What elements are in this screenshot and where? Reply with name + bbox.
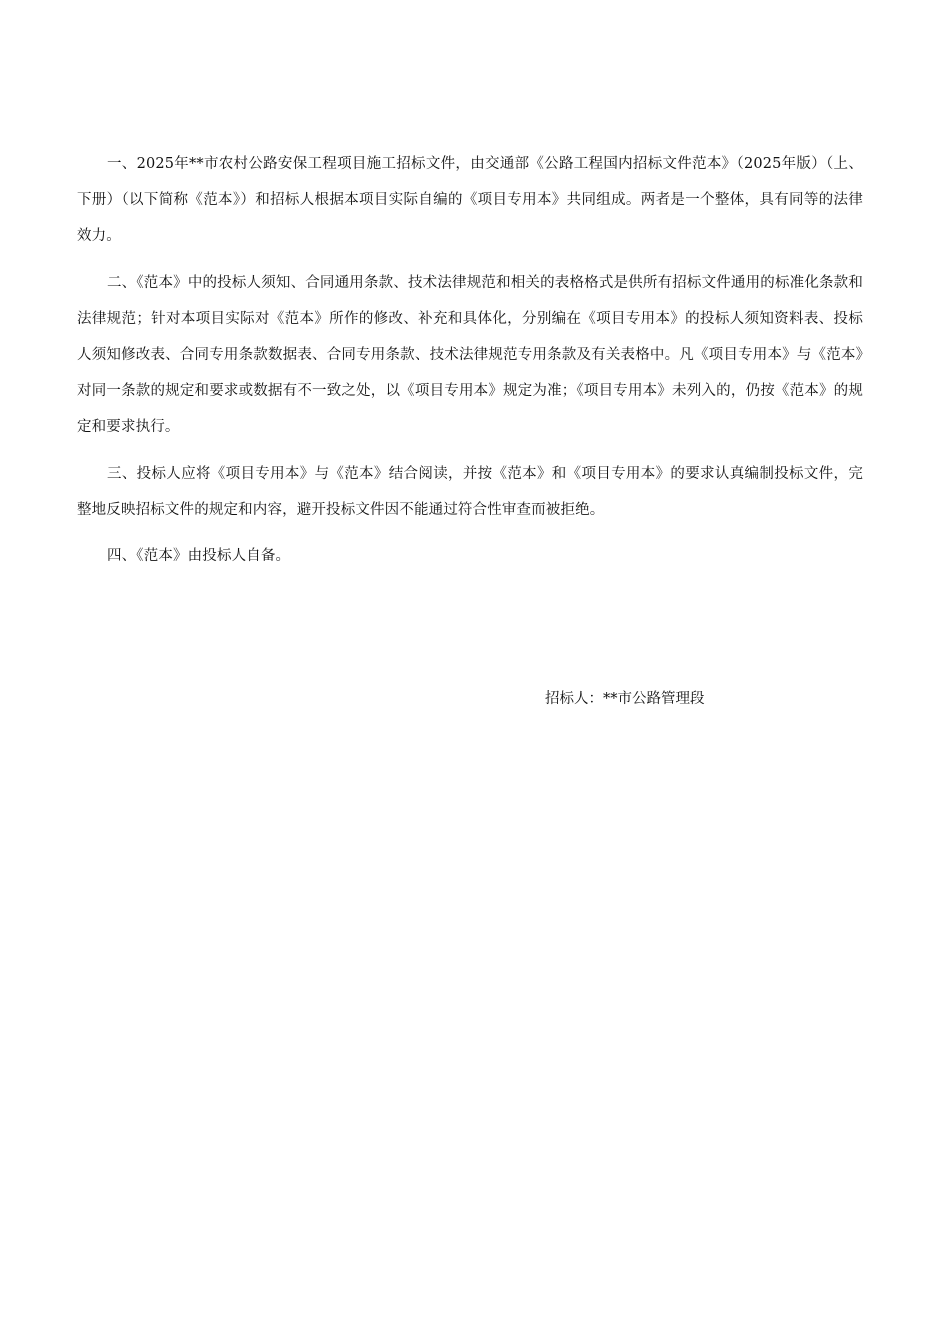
signature-line: 招标人：**市公路管理段	[545, 691, 705, 707]
paragraph-3: 三、投标人应将《项目专用本》与《范本》结合阅读，并按《范本》和《项目专用本》的要求认真编制投标文件，完整地反映招标文件的规定和内容，避开投标文件因不能通过符合性审查而被拒绝。	[77, 465, 863, 518]
paragraph-2: 二、《范本》中的投标人须知、合同通用条款、技术法律规范和相关的表格格式是供所有招标文件通用的标准化条款和法律规范；针对本项目实际对《范本》所作的修改、补充和具体化，分别编在《项目专用本》的投标人须知资料表、投标人须知修改表、合同专用条款数据表、合同专用条款、技术法律规范专用条款及有关表格中。凡《项目专用本》与《范本》对同一条款的规定和要求或数据有不一致之处，以《项目专用本》规定为准；《项目专用本》未列入的，仍按《范本》的规定和要求执行。	[77, 274, 863, 436]
document-body	[77, 146, 863, 584]
paragraph-4: 四、《范本》由投标人自备。	[107, 548, 291, 565]
paragraph-1: 一、2025年**市农村公路安保工程项目施工招标文件，由交通部《公路工程国内招标文件范本》（2025年版）（上、下册）（以下简称《范本》）和招标人根据本项目实际自编的《项目专用本》共同组成。两者是一个整体，具有同等的法律效力。	[77, 156, 863, 245]
